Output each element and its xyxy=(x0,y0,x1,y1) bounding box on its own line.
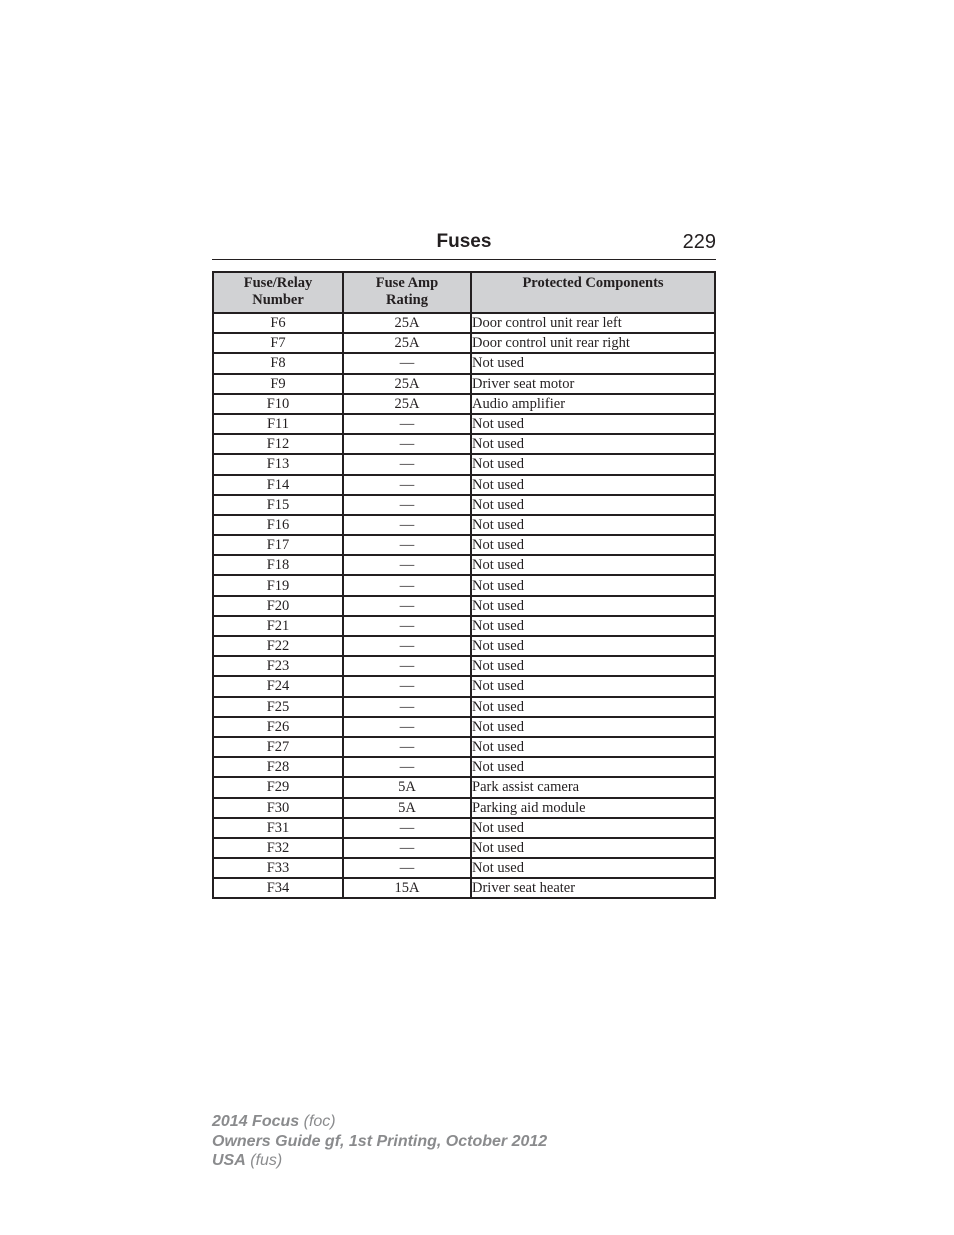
table-row xyxy=(213,717,715,737)
cell-amp-rating: — xyxy=(343,535,471,555)
cell-protected-component: Not used xyxy=(471,858,715,878)
table-row xyxy=(213,777,715,797)
cell-amp-rating: — xyxy=(343,475,471,495)
cell-protected-component: Not used xyxy=(471,555,715,575)
cell-fuse-number: F29 xyxy=(213,777,343,797)
cell-protected-component: Not used xyxy=(471,616,715,636)
cell-amp-rating: — xyxy=(343,596,471,616)
fuse-table xyxy=(212,271,716,899)
table-row xyxy=(213,535,715,555)
cell-fuse-number: F15 xyxy=(213,495,343,515)
cell-amp-rating: 15A xyxy=(343,878,471,898)
cell-fuse-number: F12 xyxy=(213,434,343,454)
cell-protected-component: Not used xyxy=(471,818,715,838)
cell-fuse-number: F18 xyxy=(213,555,343,575)
cell-protected-component: Not used xyxy=(471,757,715,777)
footer-model-code: (foc) xyxy=(303,1113,336,1130)
cell-fuse-number: F16 xyxy=(213,515,343,535)
table-row xyxy=(213,394,715,414)
column-header-components xyxy=(471,272,715,313)
cell-fuse-number: F27 xyxy=(213,737,343,757)
cell-amp-rating: — xyxy=(343,717,471,737)
cell-protected-component: Not used xyxy=(471,596,715,616)
table-row xyxy=(213,818,715,838)
column-header-amp-line1: Fuse Amp xyxy=(375,275,439,291)
cell-amp-rating: — xyxy=(343,757,471,777)
table-row xyxy=(213,414,715,434)
cell-fuse-number: F17 xyxy=(213,535,343,555)
footer-market-code: (fus) xyxy=(250,1152,283,1169)
footer-market: USA xyxy=(212,1152,246,1169)
table-row xyxy=(213,454,715,474)
cell-amp-rating: 25A xyxy=(343,333,471,353)
column-header-number xyxy=(213,272,343,313)
cell-protected-component: Driver seat heater xyxy=(471,878,715,898)
column-header-number-line2: Number xyxy=(252,292,304,308)
cell-fuse-number: F9 xyxy=(213,374,343,394)
table-row xyxy=(213,313,715,333)
table-row xyxy=(213,636,715,656)
table-row xyxy=(213,757,715,777)
table-row xyxy=(213,596,715,616)
cell-fuse-number: F19 xyxy=(213,575,343,595)
cell-amp-rating: — xyxy=(343,616,471,636)
cell-fuse-number: F32 xyxy=(213,838,343,858)
cell-protected-component: Not used xyxy=(471,838,715,858)
cell-amp-rating: — xyxy=(343,737,471,757)
cell-protected-component: Not used xyxy=(471,475,715,495)
column-header-components-label: Protected Components xyxy=(522,275,664,291)
footer-line-3 xyxy=(212,1151,547,1171)
table-row xyxy=(213,737,715,757)
table-row xyxy=(213,434,715,454)
cell-amp-rating: — xyxy=(343,495,471,515)
cell-fuse-number: F24 xyxy=(213,676,343,696)
cell-fuse-number: F10 xyxy=(213,394,343,414)
cell-amp-rating: — xyxy=(343,353,471,373)
cell-amp-rating: — xyxy=(343,838,471,858)
cell-amp-rating: — xyxy=(343,575,471,595)
table-row xyxy=(213,656,715,676)
cell-amp-rating: — xyxy=(343,858,471,878)
cell-fuse-number: F14 xyxy=(213,475,343,495)
cell-fuse-number: F7 xyxy=(213,333,343,353)
table-row xyxy=(213,838,715,858)
cell-fuse-number: F6 xyxy=(213,313,343,333)
table-header-row xyxy=(213,272,715,313)
cell-amp-rating: — xyxy=(343,414,471,434)
footer xyxy=(212,1112,547,1171)
column-header-amp xyxy=(343,272,471,313)
cell-protected-component: Door control unit rear right xyxy=(471,333,715,353)
cell-amp-rating: — xyxy=(343,434,471,454)
cell-fuse-number: F33 xyxy=(213,858,343,878)
cell-protected-component: Not used xyxy=(471,737,715,757)
cell-amp-rating: — xyxy=(343,697,471,717)
table-header xyxy=(213,272,715,313)
cell-amp-rating: — xyxy=(343,515,471,535)
table-row xyxy=(213,697,715,717)
cell-amp-rating: — xyxy=(343,676,471,696)
cell-fuse-number: F23 xyxy=(213,656,343,676)
table-row xyxy=(213,495,715,515)
column-header-amp-line2: Rating xyxy=(386,292,428,308)
cell-fuse-number: F8 xyxy=(213,353,343,373)
cell-amp-rating: 5A xyxy=(343,798,471,818)
cell-fuse-number: F20 xyxy=(213,596,343,616)
cell-fuse-number: F13 xyxy=(213,454,343,474)
footer-line-2: Owners Guide gf, 1st Printing, October 2012 xyxy=(212,1132,548,1150)
table-row xyxy=(213,798,715,818)
cell-fuse-number: F30 xyxy=(213,798,343,818)
table-row xyxy=(213,575,715,595)
cell-protected-component: Door control unit rear left xyxy=(471,313,715,333)
table-row xyxy=(213,878,715,898)
cell-protected-component: Not used xyxy=(471,515,715,535)
table-row xyxy=(213,555,715,575)
cell-amp-rating: 25A xyxy=(343,374,471,394)
cell-amp-rating: 25A xyxy=(343,313,471,333)
section-title: Fuses xyxy=(436,231,492,252)
table-row xyxy=(213,616,715,636)
cell-protected-component: Not used xyxy=(471,697,715,717)
table-body xyxy=(213,313,715,898)
cell-protected-component: Not used xyxy=(471,676,715,696)
cell-amp-rating: — xyxy=(343,454,471,474)
cell-amp-rating: — xyxy=(343,656,471,676)
column-header-number-line1: Fuse/Relay xyxy=(243,275,313,291)
table-row xyxy=(213,353,715,373)
cell-fuse-number: F31 xyxy=(213,818,343,838)
cell-fuse-number: F34 xyxy=(213,878,343,898)
cell-protected-component: Audio amplifier xyxy=(471,394,715,414)
table-row xyxy=(213,475,715,495)
cell-fuse-number: F26 xyxy=(213,717,343,737)
cell-protected-component: Not used xyxy=(471,535,715,555)
cell-amp-rating: — xyxy=(343,555,471,575)
cell-protected-component: Not used xyxy=(471,495,715,515)
cell-fuse-number: F11 xyxy=(213,414,343,434)
cell-fuse-number: F25 xyxy=(213,697,343,717)
cell-fuse-number: F28 xyxy=(213,757,343,777)
table-row xyxy=(213,333,715,353)
cell-amp-rating: 5A xyxy=(343,777,471,797)
cell-protected-component: Not used xyxy=(471,434,715,454)
cell-protected-component: Park assist camera xyxy=(471,777,715,797)
cell-protected-component: Not used xyxy=(471,575,715,595)
table-row xyxy=(213,858,715,878)
cell-fuse-number: F22 xyxy=(213,636,343,656)
cell-protected-component: Not used xyxy=(471,636,715,656)
cell-protected-component: Not used xyxy=(471,454,715,474)
cell-protected-component: Not used xyxy=(471,353,715,373)
cell-protected-component: Not used xyxy=(471,717,715,737)
page-number: 229 xyxy=(682,231,716,253)
cell-amp-rating: — xyxy=(343,636,471,656)
table-row xyxy=(213,515,715,535)
footer-model: 2014 Focus xyxy=(212,1113,300,1130)
table-row xyxy=(213,374,715,394)
cell-fuse-number: F21 xyxy=(213,616,343,636)
cell-protected-component: Not used xyxy=(471,656,715,676)
cell-protected-component: Not used xyxy=(471,414,715,434)
cell-amp-rating: — xyxy=(343,818,471,838)
cell-protected-component: Parking aid module xyxy=(471,798,715,818)
cell-amp-rating: 25A xyxy=(343,394,471,414)
cell-protected-component: Driver seat motor xyxy=(471,374,715,394)
footer-line-1 xyxy=(212,1112,547,1132)
table-row xyxy=(213,676,715,696)
page-header xyxy=(212,229,716,260)
